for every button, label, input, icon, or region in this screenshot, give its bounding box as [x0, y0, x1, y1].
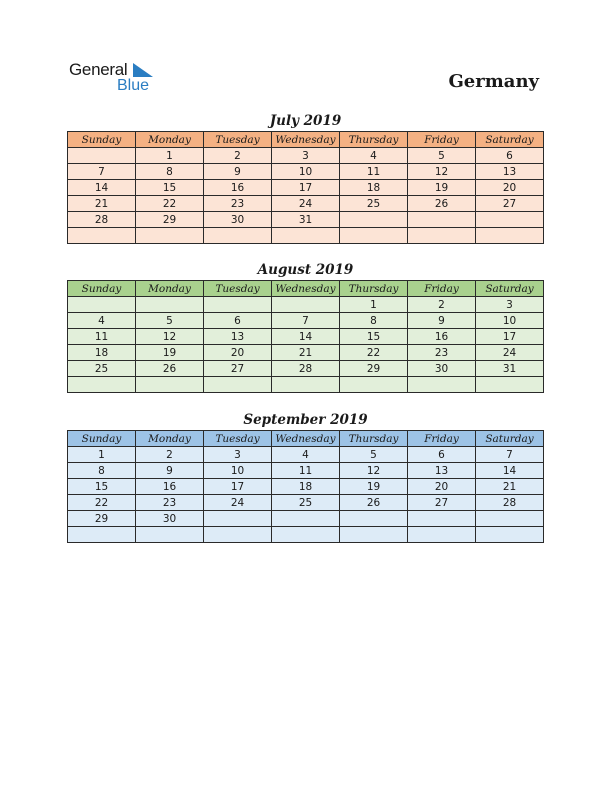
day-cell: 5 — [408, 148, 476, 164]
day-cell: 6 — [476, 148, 544, 164]
calendar-grid — [67, 131, 544, 244]
weekday-header: Friday — [408, 281, 476, 297]
day-cell: 1 — [68, 447, 136, 463]
day-cell: 7 — [272, 313, 340, 329]
day-cell: 17 — [476, 329, 544, 345]
day-cell: 18 — [68, 345, 136, 361]
day-cell — [476, 377, 544, 393]
weekday-header: Sunday — [68, 132, 136, 148]
day-cell: 13 — [408, 463, 476, 479]
day-cell: 2 — [204, 148, 272, 164]
day-cell: 31 — [272, 212, 340, 228]
day-cell: 9 — [204, 164, 272, 180]
week-row — [68, 463, 544, 479]
day-cell: 21 — [476, 479, 544, 495]
day-cell: 24 — [272, 196, 340, 212]
day-cell — [408, 527, 476, 543]
day-cell: 23 — [136, 495, 204, 511]
day-cell: 23 — [408, 345, 476, 361]
day-cell — [204, 228, 272, 244]
weekday-header: Thursday — [340, 431, 408, 447]
day-cell: 25 — [272, 495, 340, 511]
day-cell: 16 — [204, 180, 272, 196]
weekday-header: Tuesday — [204, 281, 272, 297]
day-cell — [136, 377, 204, 393]
day-cell — [340, 377, 408, 393]
day-cell: 23 — [204, 196, 272, 212]
month-block-july — [67, 111, 544, 244]
day-cell: 15 — [340, 329, 408, 345]
day-cell: 29 — [136, 212, 204, 228]
day-cell: 21 — [272, 345, 340, 361]
generalblue-logo — [69, 60, 169, 98]
day-cell: 25 — [340, 196, 408, 212]
weekday-header-row — [68, 431, 544, 447]
day-cell: 17 — [272, 180, 340, 196]
day-cell: 20 — [408, 479, 476, 495]
day-cell: 21 — [68, 196, 136, 212]
day-cell: 2 — [408, 297, 476, 313]
month-title: September 2019 — [243, 412, 368, 428]
day-cell: 1 — [340, 297, 408, 313]
logo-blue-text: Blue — [117, 77, 150, 94]
day-cell — [136, 527, 204, 543]
day-cell: 22 — [136, 196, 204, 212]
day-cell: 13 — [204, 329, 272, 345]
day-cell: 30 — [136, 511, 204, 527]
weekday-header: Tuesday — [204, 431, 272, 447]
day-cell — [476, 511, 544, 527]
month-title: July 2019 — [269, 113, 342, 129]
day-cell: 6 — [408, 447, 476, 463]
day-cell: 9 — [408, 313, 476, 329]
day-cell: 4 — [340, 148, 408, 164]
day-cell — [272, 377, 340, 393]
day-cell: 11 — [272, 463, 340, 479]
day-cell: 12 — [136, 329, 204, 345]
week-row — [68, 345, 544, 361]
day-cell: 19 — [408, 180, 476, 196]
week-row — [68, 511, 544, 527]
day-cell — [272, 527, 340, 543]
day-cell: 3 — [204, 447, 272, 463]
month-block-september — [67, 410, 544, 543]
day-cell: 8 — [340, 313, 408, 329]
week-row — [68, 361, 544, 377]
day-cell: 6 — [204, 313, 272, 329]
day-cell: 8 — [136, 164, 204, 180]
day-cell — [204, 297, 272, 313]
day-cell: 10 — [272, 164, 340, 180]
day-cell — [272, 511, 340, 527]
day-cell — [476, 527, 544, 543]
day-cell: 22 — [340, 345, 408, 361]
weekday-header: Wednesday — [272, 281, 340, 297]
day-cell: 12 — [408, 164, 476, 180]
week-row — [68, 479, 544, 495]
day-cell: 18 — [272, 479, 340, 495]
day-cell: 29 — [68, 511, 136, 527]
weekday-header: Sunday — [68, 281, 136, 297]
day-cell: 8 — [68, 463, 136, 479]
day-cell — [68, 377, 136, 393]
day-cell: 20 — [204, 345, 272, 361]
weekday-header: Friday — [408, 431, 476, 447]
day-cell: 22 — [68, 495, 136, 511]
day-cell — [68, 527, 136, 543]
weekday-header: Friday — [408, 132, 476, 148]
day-cell — [272, 297, 340, 313]
day-cell — [340, 228, 408, 244]
day-cell: 17 — [204, 479, 272, 495]
day-cell: 12 — [340, 463, 408, 479]
weekday-header: Monday — [136, 132, 204, 148]
week-row — [68, 313, 544, 329]
week-row — [68, 329, 544, 345]
day-cell: 16 — [408, 329, 476, 345]
month-title: August 2019 — [257, 262, 354, 278]
country-title: Germany — [448, 71, 539, 92]
week-row — [68, 180, 544, 196]
day-cell: 19 — [136, 345, 204, 361]
day-cell: 2 — [136, 447, 204, 463]
day-cell — [408, 511, 476, 527]
day-cell: 4 — [68, 313, 136, 329]
week-row — [68, 212, 544, 228]
day-cell: 1 — [136, 148, 204, 164]
month-block-august — [67, 260, 544, 393]
day-cell: 16 — [136, 479, 204, 495]
day-cell: 7 — [68, 164, 136, 180]
weekday-header: Monday — [136, 431, 204, 447]
day-cell: 20 — [476, 180, 544, 196]
day-cell: 28 — [272, 361, 340, 377]
weekday-header: Tuesday — [204, 132, 272, 148]
week-row — [68, 495, 544, 511]
weekday-header: Monday — [136, 281, 204, 297]
day-cell: 26 — [136, 361, 204, 377]
day-cell: 27 — [204, 361, 272, 377]
day-cell: 9 — [136, 463, 204, 479]
week-row — [68, 297, 544, 313]
calendar-grid — [67, 430, 544, 543]
day-cell: 10 — [476, 313, 544, 329]
day-cell — [204, 377, 272, 393]
day-cell: 26 — [408, 196, 476, 212]
day-cell — [204, 527, 272, 543]
week-row — [68, 148, 544, 164]
day-cell: 5 — [340, 447, 408, 463]
weekday-header: Wednesday — [272, 431, 340, 447]
day-cell: 14 — [68, 180, 136, 196]
weekday-header-row — [68, 132, 544, 148]
day-cell — [272, 228, 340, 244]
day-cell: 13 — [476, 164, 544, 180]
day-cell — [408, 377, 476, 393]
day-cell — [340, 527, 408, 543]
weekday-header: Saturday — [476, 132, 544, 148]
weekday-header: Saturday — [476, 281, 544, 297]
day-cell: 28 — [68, 212, 136, 228]
day-cell: 5 — [136, 313, 204, 329]
day-cell: 27 — [408, 495, 476, 511]
day-cell: 19 — [340, 479, 408, 495]
day-cell: 4 — [272, 447, 340, 463]
day-cell: 7 — [476, 447, 544, 463]
day-cell — [68, 148, 136, 164]
week-row — [68, 164, 544, 180]
day-cell: 3 — [476, 297, 544, 313]
weekday-header: Thursday — [340, 132, 408, 148]
day-cell: 14 — [476, 463, 544, 479]
day-cell: 15 — [136, 180, 204, 196]
day-cell: 28 — [476, 495, 544, 511]
day-cell — [408, 212, 476, 228]
day-cell: 11 — [68, 329, 136, 345]
day-cell: 24 — [204, 495, 272, 511]
day-cell: 29 — [340, 361, 408, 377]
day-cell: 26 — [340, 495, 408, 511]
day-cell — [204, 511, 272, 527]
day-cell — [340, 511, 408, 527]
week-row — [68, 196, 544, 212]
day-cell: 30 — [204, 212, 272, 228]
day-cell: 24 — [476, 345, 544, 361]
day-cell: 3 — [272, 148, 340, 164]
week-row — [68, 447, 544, 463]
day-cell: 30 — [408, 361, 476, 377]
day-cell — [476, 228, 544, 244]
day-cell: 15 — [68, 479, 136, 495]
day-cell — [340, 212, 408, 228]
day-cell: 10 — [204, 463, 272, 479]
day-cell — [136, 297, 204, 313]
weekday-header-row — [68, 281, 544, 297]
weekday-header: Sunday — [68, 431, 136, 447]
day-cell: 18 — [340, 180, 408, 196]
day-cell: 27 — [476, 196, 544, 212]
day-cell — [476, 212, 544, 228]
day-cell — [136, 228, 204, 244]
weekday-header: Thursday — [340, 281, 408, 297]
logo-general-text: General — [69, 60, 128, 79]
day-cell — [68, 228, 136, 244]
day-cell: 14 — [272, 329, 340, 345]
calendar-grid — [67, 280, 544, 393]
day-cell — [408, 228, 476, 244]
day-cell: 25 — [68, 361, 136, 377]
day-cell — [68, 297, 136, 313]
week-row — [68, 228, 544, 244]
week-row — [68, 377, 544, 393]
week-row — [68, 527, 544, 543]
weekday-header: Wednesday — [272, 132, 340, 148]
day-cell: 11 — [340, 164, 408, 180]
weekday-header: Saturday — [476, 431, 544, 447]
day-cell: 31 — [476, 361, 544, 377]
